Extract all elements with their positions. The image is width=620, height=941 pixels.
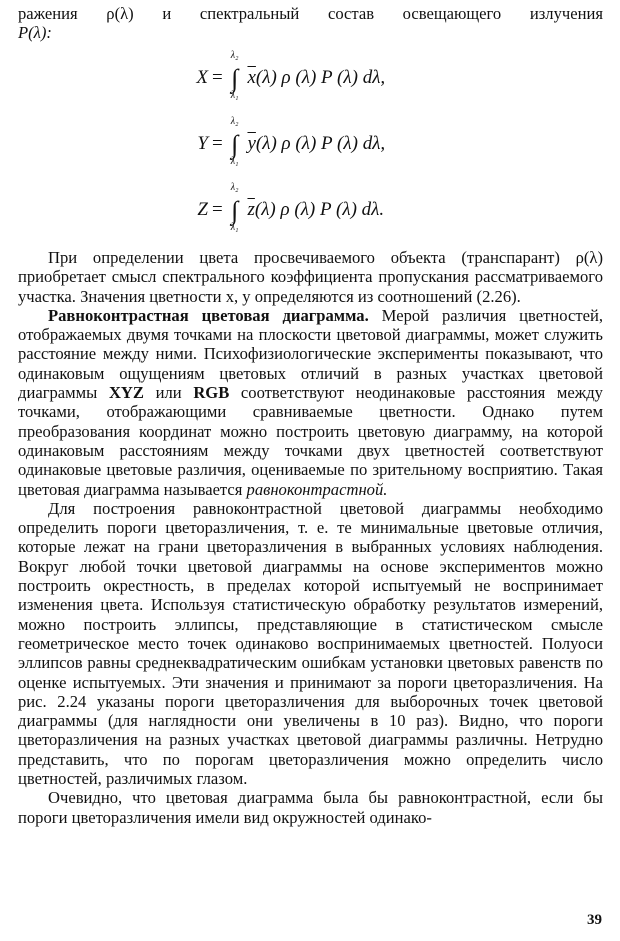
paragraph-conclusion: Очевидно, что цветовая диаграмма была бы равноконтрастной, если бы пороги цветоразличения имели вид окружностей одинако-	[18, 788, 603, 827]
formula-x: X = ∫ λ₂ λ₁ $\overline{x}(\lambda)$ ρ (λ) P (λ) dλ,	[180, 64, 480, 94]
formula-z-rest: (λ) ρ (λ) P (λ) dλ.	[254, 199, 385, 220]
formula-x-lhs: X	[196, 67, 208, 88]
paragraph-uniform-diagram: Равноконтрастная цветовая диаграмма. Мерой различия цветностей, отображаемых двумя точками на плоскости цветовой диаграммы, может служить расстояние между ними. Психофизиологические эксперименты показывают, что одинаковым ощущениям цветовых отличий в разных участках цветовой диаграммы XYZ или RGB соответствуют неодинаковые расстояния между точками, отображающими сравниваемые цветности. Однако путем преобразования координат можно построить цветовую диаграмму, на которой одинаковым расстояниям между точками двух цветностей соответствуют одинаковые цветовые различия, оцениваемые по зрительному восприятию. Такая цветовая диаграмма называется равноконтрастной.	[18, 305, 603, 499]
paragraph-thresholds: Для построения равноконтрастной цветовой диаграммы необходимо определить пороги цветоразличения, т. е. те минимальные цветовые отличия, которые лежат на грани цветоразличения в выбранных условиях наблюдения. Вокруг любой точки цветовой диаграммы на основе экспериментов можно построить окрестность, в пределах которой испытуемый не воспринимает изменения цвета. Используя статистическую обработку результатов измерений, можно построить эллипсы, представляющие в статистическом смысле геометрическое место точек одинаково воспринимаемых цветностей. Полуоси эллипсов равны среднеквадратическим ошибкам установки цветовых равенств по оценке испытуемых. Эти значения и принимают за пороги цветоразличения. На рис. 2.24 указаны пороги цветоразличения для выборочных точек цветовой диаграммы (для наглядности они увеличены в 10 раз). Видно, что пороги цветоразличения на разных участках цветовой диаграммы различны. Нетрудно представить, что по порогам цветоразличения можно определить число цветностей, различимых глазом.	[18, 498, 603, 789]
formula-z-lhs: Z	[197, 199, 208, 220]
formula-y-lhs: Y	[197, 133, 208, 154]
term-xyz: XYZ	[108, 383, 144, 403]
formula-z: Z = ∫ λ₂ λ₁ $\overline{z}(\lambda)$ ρ (λ) P (λ) dλ.	[180, 196, 480, 226]
formula-y: Y = ∫ λ₂ λ₁ $\overline{y}(\lambda)$ ρ (λ) P (λ) dλ,	[180, 130, 480, 160]
integral-sign: ∫ λ₂ λ₁	[230, 50, 239, 101]
term-rgb: RGB	[193, 383, 230, 403]
intro-text	[18, 4, 603, 43]
formula-y-rest: (λ) ρ (λ) P (λ) dλ,	[255, 133, 386, 154]
formula-x-func: $\overline{x}$	[247, 67, 256, 88]
intro-line-1: ражения ρ(λ) и спектральный состав освещающего излучения	[18, 4, 603, 23]
paragraph-transparency: При определении цвета просвечиваемого объекта (транспарант) ρ(λ) приобретает смысл спектрального коэффициента пропускания рассматриваемого участка. Значения цветности x, y определяются из соотношений (2.26).	[18, 248, 603, 306]
intro-line-2: P(λ):	[18, 23, 52, 43]
formula-y-func: $\overline{y}$	[247, 133, 256, 154]
page-number: 39	[587, 912, 602, 928]
term-uniform: равноконтрастной.	[246, 479, 388, 499]
integral-sign: ∫ λ₂ λ₁	[230, 116, 239, 167]
integral-sign: ∫ λ₂ λ₁	[230, 182, 239, 233]
formula-x-rest: (λ) ρ (λ) P (λ) dλ,	[255, 67, 386, 88]
formula-z-func: $\overline{z}$	[247, 199, 255, 220]
section-heading: Равноконтрастная цветовая диаграмма.	[48, 305, 369, 325]
body-text	[18, 248, 603, 827]
